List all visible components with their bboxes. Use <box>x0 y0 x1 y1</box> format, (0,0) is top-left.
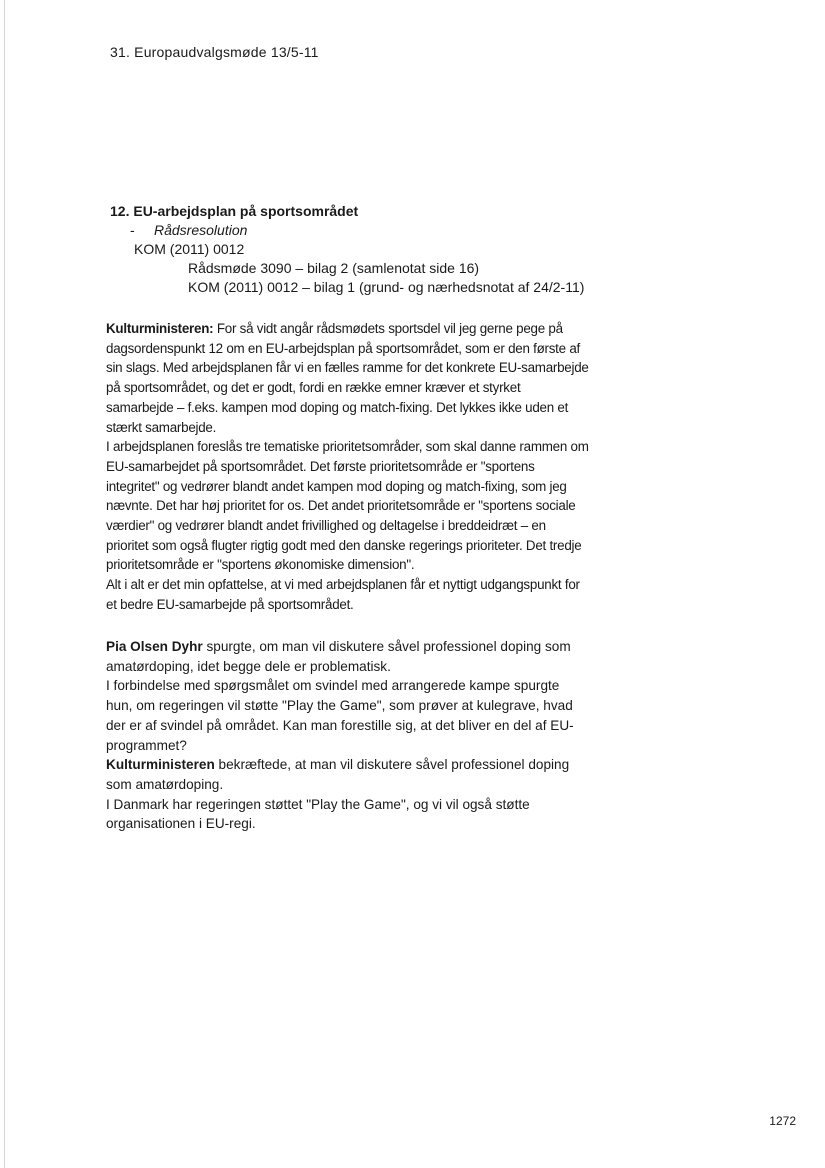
agenda-subtype-label: Rådsresolution <box>154 222 248 238</box>
paragraph: I forbindelse med spørgsmålet om svindel med arrangerede kampe spurgte hun, om regeringen vil støtte "Play the Game", som prøver at kulegrave, hvad der er af svindel på området. Kan man forestille sig, at det bliver en del af EU-programmet? <box>106 678 574 753</box>
meeting-header: 31. Europaudvalgsmøde 13/5-11 <box>110 44 319 60</box>
statement-text: spurgte, om man vil diskutere såvel professionel doping som amatørdoping, idet begge dele er problematisk. <box>106 639 571 674</box>
paragraph: Alt i alt er det min opfattelse, at vi med arbejdsplanen får et nyttigt udgangspunkt for et bedre EU-samarbejde på sportsområdet. <box>106 577 580 612</box>
statement-text: For så vidt angår rådsmødets sportsdel vil jeg gerne pege på dagsordenspunkt 12 om en EU-arbejdsplan på sportsområdet, som er den første af sin slags. Med arbejdsplanen får vi en fælles ramme for det konkrete EU-samarbejde på sportsområdet, og det er godt, fordi en række emner kræver et styrket samarbejde – f.eks. kampen mod doping og match-fixing. Det lykkes ikke uden et stærkt samarbejde. <box>106 321 589 435</box>
debate-exchange <box>106 637 589 834</box>
agenda-title: 12. EU-arbejdsplan på sportsområdet <box>110 203 359 219</box>
agenda-subtype <box>110 221 630 240</box>
agenda-item <box>110 202 630 297</box>
speaker-name: Kulturministeren: <box>106 321 214 336</box>
agenda-reference-1: Rådsmøde 3090 – bilag 2 (samlenotat side 16) <box>188 260 480 276</box>
paragraph <box>106 755 589 794</box>
paragraph: I Danmark har regeringen støttet "Play the Game", og vi vil også støtte organisationen i EU-regi. <box>106 796 530 832</box>
page-number: 1272 <box>769 1114 796 1128</box>
agenda-dash: - <box>130 222 135 238</box>
speaker-name: Kulturministeren <box>106 757 215 773</box>
statement-text: bekræftede, at man vil diskutere såvel professionel doping som amatørdoping. <box>106 757 570 792</box>
paragraph: I arbejdsplanen foreslås tre tematiske prioritetsområder, som skal danne rammen om EU-samarbejdet på sportsområdet. Det første prioritetsområde er "sportens integritet" og vedrører blandt andet kampen mod doping og match-fixing, som jeg nævnte. Det har høj prioritet for os. Det andet prioritetsområde er "sportens sociale værdier" og vedrører blandt andet frivillighed og deltagelse i breddeidræt – en prioritet som også flugter rigtig godt med den danske regerings prioriteter. Det tredje prioritetsområde er "sportens økonomiske dimension". <box>106 439 589 573</box>
paragraph <box>106 637 589 676</box>
agenda-kom: KOM (2011) 0012 <box>134 241 245 257</box>
agenda-reference-2: KOM (2011) 0012 – bilag 1 (grund- og nærhedsnotat af 24/2-11) <box>188 279 585 295</box>
scan-edge-line <box>4 0 5 1168</box>
minister-statement <box>106 319 589 615</box>
paragraph <box>106 319 589 437</box>
speaker-name: Pia Olsen Dyhr <box>106 639 203 654</box>
